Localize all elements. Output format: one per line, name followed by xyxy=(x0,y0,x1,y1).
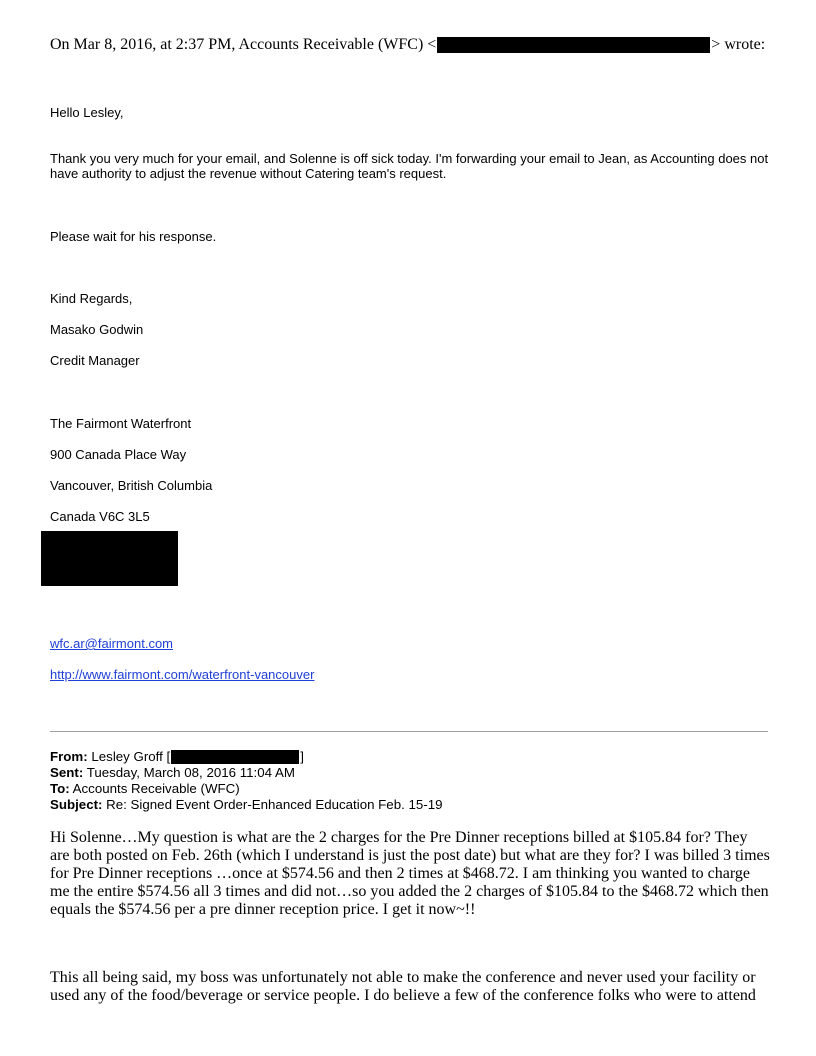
header-to xyxy=(50,781,240,797)
wait-line: Please wait for his response. xyxy=(50,229,217,244)
signature-title: Credit Manager xyxy=(50,353,140,368)
header-sent xyxy=(50,765,295,781)
from-value: Lesley Groff [ xyxy=(91,749,171,764)
subject-label: Subject: xyxy=(50,797,103,812)
header-from xyxy=(50,749,304,765)
original-paragraph-2: This all being said, my boss was unfortunately not able to make the conference and never used your facility or used any of the food/beverage or service people. I do believe a few of the conference folks who were to attend xyxy=(50,969,756,1004)
quote-header-prefix: On Mar 8, 2016, at 2:37 PM, Accounts Receivable (WFC) < xyxy=(50,36,437,53)
signature-address-3: Canada V6C 3L5 xyxy=(50,509,150,524)
greeting: Hello Lesley, xyxy=(50,105,124,120)
from-label: From: xyxy=(50,749,88,764)
quote-header-suffix: > wrote: xyxy=(711,36,766,53)
reply-body: Thank you very much for your email, and Solenne is off sick today. I'm forwarding your email to Jean, as Accounting does not have authority to adjust the revenue without Catering team's request. xyxy=(50,151,769,181)
signature-address-2: Vancouver, British Columbia xyxy=(50,478,213,493)
sent-value: Tuesday, March 08, 2016 11:04 AM xyxy=(86,765,295,780)
quote-header xyxy=(50,36,766,54)
signature-name: Masako Godwin xyxy=(50,322,144,337)
signature-website-link[interactable]: http://www.fairmont.com/waterfront-vancouver xyxy=(50,667,315,682)
from-close: ] xyxy=(300,749,304,764)
signature-email-link[interactable]: wfc.ar@fairmont.com xyxy=(50,636,173,651)
redacted-sender-email xyxy=(171,750,299,764)
signature-company: The Fairmont Waterfront xyxy=(50,416,192,431)
header-subject xyxy=(50,797,443,813)
closing: Kind Regards, xyxy=(50,291,133,306)
redacted-email xyxy=(437,37,710,53)
message-divider xyxy=(50,731,768,732)
sent-label: Sent: xyxy=(50,765,84,780)
redacted-signature-block xyxy=(41,531,178,586)
signature-address-1: 900 Canada Place Way xyxy=(50,447,187,462)
original-paragraph-1: Hi Solenne…My question is what are the 2 charges for the Pre Dinner receptions billed at $105.84 for? They are both posted on Feb. 26th (which I understand is just the post date) but what are they for? I was billed 3 times for Pre Dinner receptions …once at $574.56 and then 2 times at $468.72. I am thinking you wanted to charge me the entire $574.56 all 3 times and did not…so you added the 2 charges of $105.84 to the $468.72 which then equals the $574.56 per a pre dinner reception price. I get it now~!! xyxy=(50,829,770,918)
subject-value: Re: Signed Event Order-Enhanced Education Feb. 15-19 xyxy=(106,797,443,812)
to-label: To: xyxy=(50,781,70,796)
to-value: Accounts Receivable (WFC) xyxy=(72,781,240,796)
